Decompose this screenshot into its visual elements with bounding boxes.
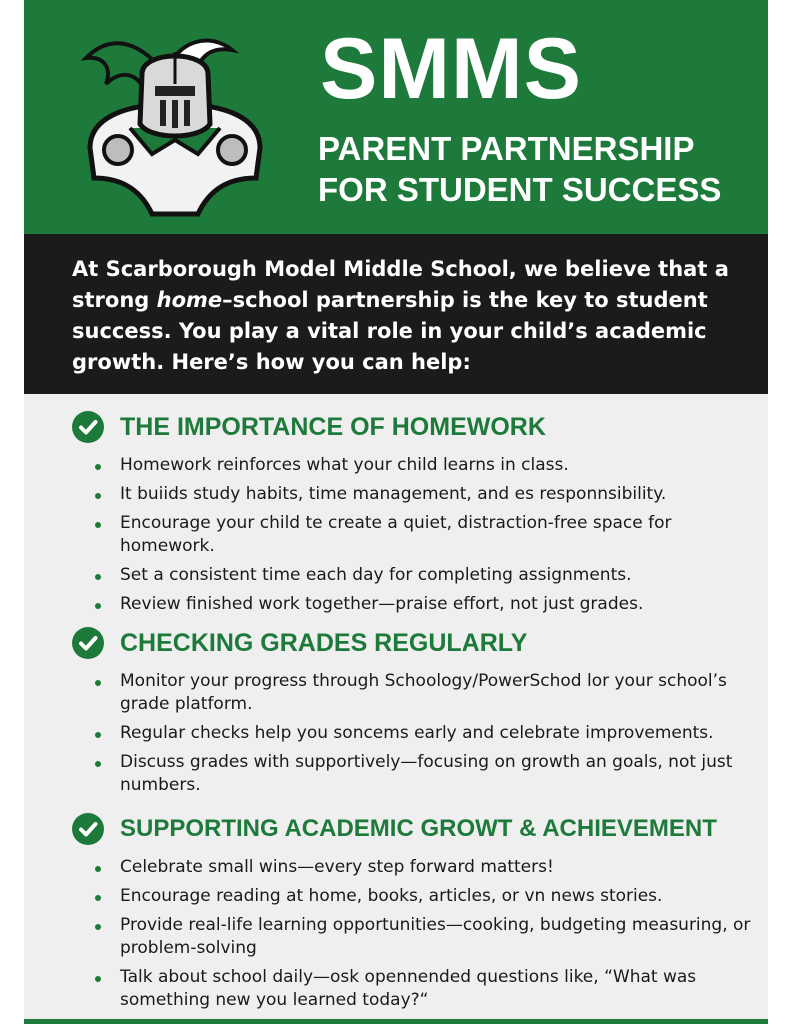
check-circle-icon bbox=[72, 627, 104, 659]
list-item: Provide real-life learning opportunities—cooking, budgeting measuring, or problem-solving bbox=[72, 914, 762, 960]
check-circle-icon bbox=[72, 813, 104, 845]
list-item: Encourage reading at home, books, articles, or vn news stories. bbox=[72, 885, 762, 908]
intro-banner bbox=[24, 234, 768, 394]
intro-text-end: –school partnership is the key to student success. You play a vital role in your child’s academic growth. Here’s how you can help: bbox=[72, 288, 708, 374]
intro-emphasis: home bbox=[156, 288, 223, 312]
list-item: Celebrate small wins—every step forward matters! bbox=[72, 856, 762, 879]
flyer-subtitle bbox=[318, 128, 721, 210]
section-header bbox=[72, 410, 762, 444]
bullet-list bbox=[72, 454, 762, 616]
check-circle-icon bbox=[72, 411, 104, 443]
bullet-list bbox=[72, 856, 762, 1012]
homework-section bbox=[72, 410, 762, 622]
section-title: SUPPORTING ACADEMIC GROWT & ACHIEVEMENT bbox=[120, 815, 717, 842]
list-item: Review finished work together—praise effort, not just grades. bbox=[72, 593, 762, 616]
grades-section bbox=[72, 626, 762, 803]
list-item: Talk about school daily—osk opennended questions like, “What was something new you learned today?“ bbox=[72, 966, 762, 1012]
footer-divider bbox=[24, 1019, 768, 1024]
intro-text-start: At Scarborough Model Middle School, we believe that a strong bbox=[72, 257, 729, 312]
flyer-page bbox=[24, 0, 768, 1024]
knight-helmet-icon bbox=[60, 28, 290, 222]
list-item: Monitor your progress through Schoology/PowerSchod lor your school’s grade platform. bbox=[72, 670, 762, 716]
subtitle-line-2: FOR STUDENT SUCCESS bbox=[318, 171, 722, 208]
list-item: It buiids study habits, time management, and es responnsibility. bbox=[72, 483, 762, 506]
bullet-list bbox=[72, 670, 762, 797]
list-item: Set a consistent time each day for completing assignments. bbox=[72, 564, 762, 587]
section-title: THE IMPORTANCE OF HOMEWORK bbox=[120, 413, 546, 441]
section-header bbox=[72, 626, 762, 660]
list-item: Homework reinforces what your child learns in class. bbox=[72, 454, 762, 477]
subtitle-line-1: PARENT PARTNERSHIP bbox=[318, 130, 695, 167]
section-header bbox=[72, 812, 762, 846]
intro-text bbox=[72, 254, 742, 378]
list-item: Encourage your child te create a quiet, distraction-free space for homework. bbox=[72, 512, 762, 558]
growth-section bbox=[72, 812, 762, 1018]
school-acronym: SMMS bbox=[320, 21, 582, 117]
list-item: Regular checks help you soncems early and celebrate improvements. bbox=[72, 722, 762, 745]
header-banner bbox=[24, 0, 768, 234]
section-title: CHECKING GRADES REGULARLY bbox=[120, 629, 528, 657]
list-item: Discuss grades with supportively—focusing on growth an goals, not just numbers. bbox=[72, 751, 762, 797]
